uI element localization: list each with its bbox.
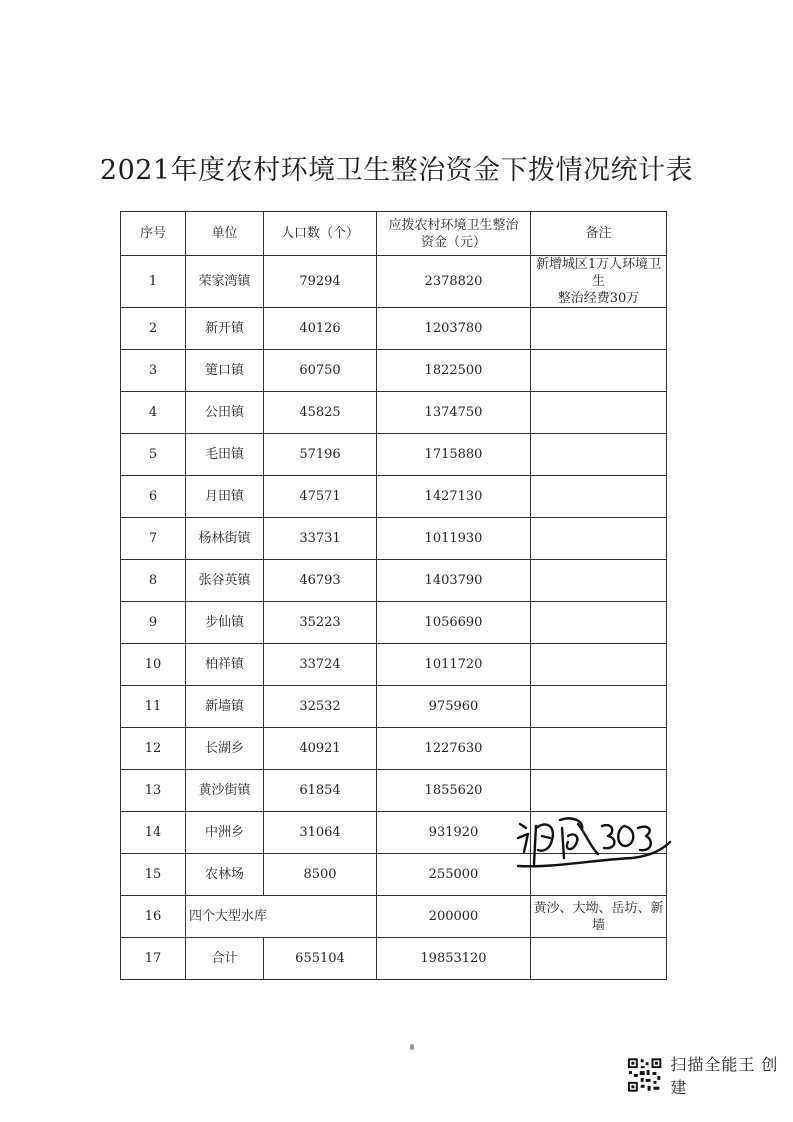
cell-unit: 毛田镇 xyxy=(186,434,264,476)
header-funds xyxy=(377,212,531,256)
cell-funds: 1011720 xyxy=(377,644,531,686)
cell-seq: 11 xyxy=(121,686,186,728)
cell-unit: 公田镇 xyxy=(186,392,264,434)
cell-seq: 10 xyxy=(121,644,186,686)
cell-funds: 1227630 xyxy=(377,728,531,770)
cell-remark xyxy=(531,602,667,644)
cell-population: 33724 xyxy=(264,644,377,686)
cell-population: 57196 xyxy=(264,434,377,476)
cell-remark xyxy=(531,560,667,602)
cell-population: 61854 xyxy=(264,770,377,812)
cell-remark xyxy=(531,728,667,770)
cell-unit: 黄沙街镇 xyxy=(186,770,264,812)
scanner-watermark xyxy=(627,1055,793,1095)
table-row xyxy=(121,476,667,518)
cell-population: 40126 xyxy=(264,308,377,350)
cell-seq: 4 xyxy=(121,392,186,434)
header-remarks: 备注 xyxy=(531,212,667,256)
cell-remark xyxy=(531,256,667,308)
cell-population: 655104 xyxy=(264,938,377,980)
cell-funds: 19853120 xyxy=(377,938,531,980)
cell-remark xyxy=(531,476,667,518)
cell-seq: 2 xyxy=(121,308,186,350)
cell-unit: 筻口镇 xyxy=(186,350,264,392)
cell-population: 46793 xyxy=(264,560,377,602)
cell-population: 60750 xyxy=(264,350,377,392)
table-row xyxy=(121,350,667,392)
cell-remark xyxy=(531,434,667,476)
cell-funds: 1855620 xyxy=(377,770,531,812)
table-row-reservoirs xyxy=(121,896,667,938)
cell-remark: 黄沙、大坳、岳坊、新墙 xyxy=(531,896,667,938)
cell-funds: 1715880 xyxy=(377,434,531,476)
cell-seq: 1 xyxy=(121,256,186,308)
cell-unit: 新墙镇 xyxy=(186,686,264,728)
cell-population: 32532 xyxy=(264,686,377,728)
cell-population: 47571 xyxy=(264,476,377,518)
remark-line1: 新增城区1万人环境卫生 xyxy=(535,257,662,289)
cell-population: 33731 xyxy=(264,518,377,560)
table-header-row xyxy=(121,212,667,256)
cell-remark xyxy=(531,308,667,350)
cell-funds: 1403790 xyxy=(377,560,531,602)
cell-population: 35223 xyxy=(264,602,377,644)
cell-unit: 合计 xyxy=(186,938,264,980)
cell-remark xyxy=(531,938,667,980)
cell-unit: 张谷英镇 xyxy=(186,560,264,602)
cell-seq: 3 xyxy=(121,350,186,392)
cell-seq: 13 xyxy=(121,770,186,812)
cell-seq: 8 xyxy=(121,560,186,602)
qr-code-icon xyxy=(627,1057,662,1093)
table-row xyxy=(121,518,667,560)
cell-seq: 16 xyxy=(121,896,186,938)
cell-unit: 中洲乡 xyxy=(186,812,264,854)
cell-funds: 931920 xyxy=(377,812,531,854)
scan-app-label: 扫描全能王 创建 xyxy=(670,1055,779,1097)
handwritten-signature xyxy=(512,806,672,886)
cell-unit: 农林场 xyxy=(186,854,264,896)
table-row xyxy=(121,686,667,728)
cell-funds: 200000 xyxy=(377,896,531,938)
table-row xyxy=(121,256,667,308)
cell-funds: 255000 xyxy=(377,854,531,896)
cell-unit: 新开镇 xyxy=(186,308,264,350)
cell-unit: 杨林街镇 xyxy=(186,518,264,560)
table-row xyxy=(121,434,667,476)
cell-population: 79294 xyxy=(264,256,377,308)
cell-remark xyxy=(531,392,667,434)
document-title: 2021年度农村环境卫生整治资金下拨情况统计表 xyxy=(99,155,694,186)
cell-funds: 975960 xyxy=(377,686,531,728)
cell-funds: 1056690 xyxy=(377,602,531,644)
cell-seq: 12 xyxy=(121,728,186,770)
cell-population: 40921 xyxy=(264,728,377,770)
table-row xyxy=(121,560,667,602)
cell-population: 8500 xyxy=(264,854,377,896)
cell-seq: 9 xyxy=(121,602,186,644)
cell-funds: 1011930 xyxy=(377,518,531,560)
cell-funds: 1374750 xyxy=(377,392,531,434)
table-row xyxy=(121,308,667,350)
header-seq: 序号 xyxy=(121,212,186,256)
cell-funds: 1822500 xyxy=(377,350,531,392)
table-row xyxy=(121,728,667,770)
cell-population: 31064 xyxy=(264,812,377,854)
cell-remark xyxy=(531,686,667,728)
cell-unit: 柏祥镇 xyxy=(186,644,264,686)
cell-unit: 步仙镇 xyxy=(186,602,264,644)
cell-seq: 17 xyxy=(121,938,186,980)
cell-remark xyxy=(531,518,667,560)
header-unit: 单位 xyxy=(186,212,264,256)
cell-seq: 14 xyxy=(121,812,186,854)
table-row-total xyxy=(121,938,667,980)
cell-unit: 长湖乡 xyxy=(186,728,264,770)
cell-remark xyxy=(531,350,667,392)
cell-unit-merged: 四个大型水库 xyxy=(186,896,377,938)
cell-unit: 月田镇 xyxy=(186,476,264,518)
cell-funds: 1427130 xyxy=(377,476,531,518)
cell-seq: 6 xyxy=(121,476,186,518)
table-row xyxy=(121,392,667,434)
remark-line2: 整治经费30万 xyxy=(557,291,640,306)
cell-remark xyxy=(531,644,667,686)
cell-population: 45825 xyxy=(264,392,377,434)
table-row xyxy=(121,644,667,686)
header-population: 人口数（个） xyxy=(264,212,377,256)
cell-funds: 2378820 xyxy=(377,256,531,308)
cell-funds: 1203780 xyxy=(377,308,531,350)
scan-speck xyxy=(410,1044,414,1050)
cell-seq: 15 xyxy=(121,854,186,896)
cell-seq: 5 xyxy=(121,434,186,476)
header-funds-line2: 资金（元） xyxy=(420,234,486,250)
table-row xyxy=(121,602,667,644)
cell-seq: 7 xyxy=(121,518,186,560)
header-funds-line1: 应拨农村环境卫生整治 xyxy=(388,217,519,233)
cell-unit: 荣家湾镇 xyxy=(186,256,264,308)
